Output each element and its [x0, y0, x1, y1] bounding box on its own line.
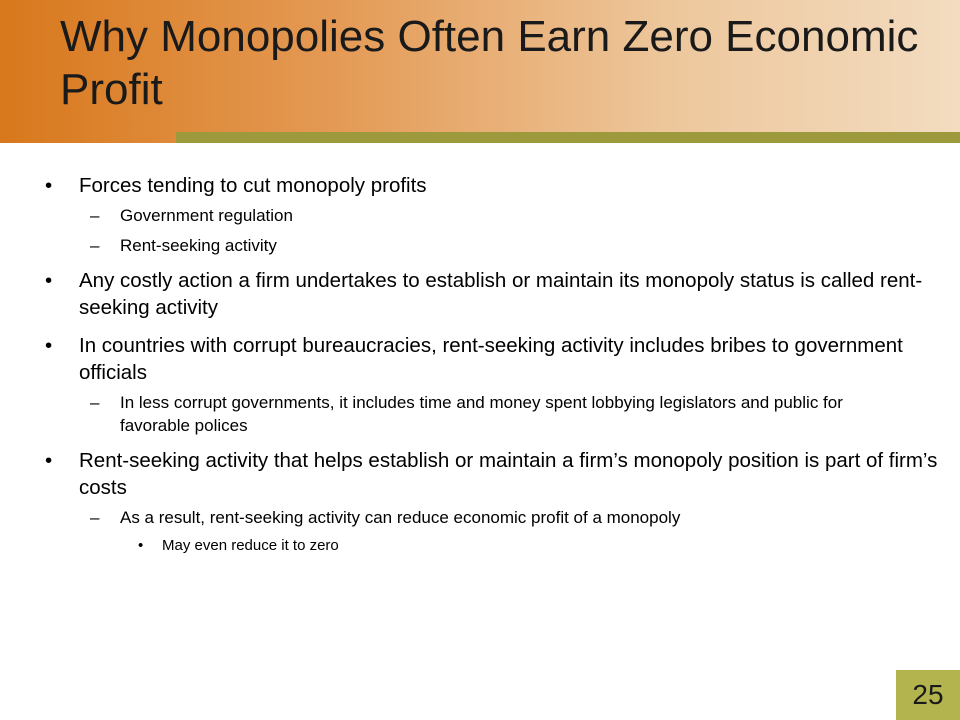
bullet-text: Any costly action a firm undertakes to establish or maintain its monopoly status is called rent-seeking activity — [79, 269, 923, 319]
dash-icon: – — [90, 236, 100, 255]
sub-bullet-text: In less corrupt governments, it includes time and money spent lobbying legislators and public for favorable polices — [120, 393, 843, 435]
bullet-text: Forces tending to cut monopoly profits — [79, 174, 427, 197]
sub-sub-bullet-item — [0, 536, 960, 556]
slide-number-badge: 25 — [896, 670, 960, 720]
bullet-item — [0, 267, 960, 321]
sub-bullet-item — [0, 234, 960, 257]
bullet-text: Rent-seeking activity that helps establish or maintain a firm’s monopoly position is part of firm’s costs — [79, 449, 938, 499]
bullet-list — [0, 172, 960, 556]
slide-title: Why Monopolies Often Earn Zero Economic Profit — [60, 12, 919, 114]
sub-sub-bullet-text: May even reduce it to zero — [162, 537, 339, 554]
bullet-dot-icon: • — [45, 334, 53, 357]
dash-icon: – — [90, 508, 100, 527]
bullet-dot-icon: • — [138, 537, 144, 554]
dash-icon: – — [90, 206, 100, 225]
sub-bullet-item — [0, 391, 960, 437]
bullet-dot-icon: • — [45, 449, 53, 472]
title-underline-bar — [176, 132, 960, 143]
bullet-item — [0, 172, 960, 199]
sub-bullet-item — [0, 204, 960, 227]
sub-bullet-text: Government regulation — [120, 206, 293, 225]
sub-bullet-item — [0, 506, 960, 529]
bullet-item — [0, 332, 960, 386]
sub-bullet-text: Rent-seeking activity — [120, 236, 277, 255]
dash-icon: – — [90, 393, 100, 412]
bullet-dot-icon: • — [45, 174, 53, 197]
bullet-item — [0, 447, 960, 501]
sub-bullet-text: As a result, rent-seeking activity can reduce economic profit of a monopoly — [120, 508, 681, 527]
bullet-dot-icon: • — [45, 269, 53, 292]
bullet-text: In countries with corrupt bureaucracies, rent-seeking activity includes bribes to government officials — [79, 334, 903, 384]
